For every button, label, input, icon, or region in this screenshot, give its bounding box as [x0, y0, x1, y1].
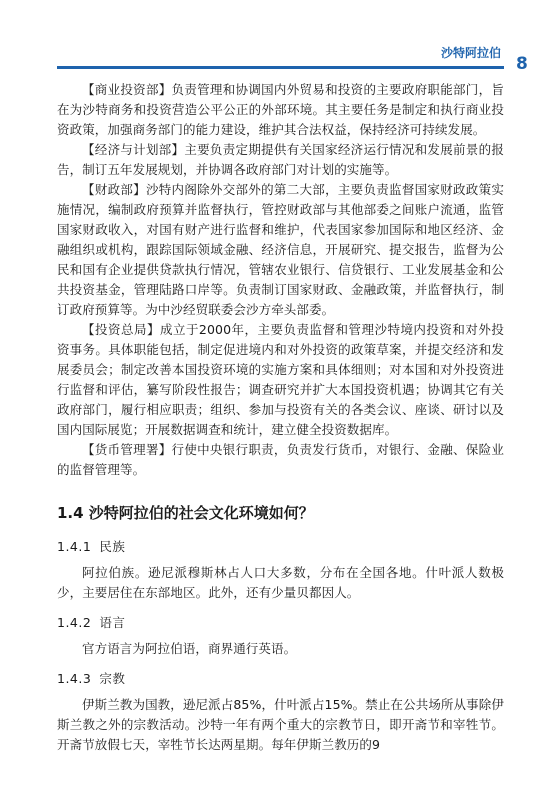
subsection-heading-language	[57, 613, 504, 631]
paragraph-monetary-agency: 【货币管理署】行使中央银行职责，负责发行货币，对银行、金融、保险业的监督管理等。	[57, 442, 504, 477]
page-number: 8	[516, 54, 528, 74]
subsection-number: 1.4.1	[57, 539, 92, 554]
subsection-title: 宗教	[99, 671, 126, 686]
subsection-title: 语言	[99, 615, 126, 630]
running-header-title: 沙特阿拉伯	[440, 46, 501, 60]
page-body	[57, 80, 504, 755]
subsection-title: 民族	[99, 539, 126, 554]
section-title: 1.4 沙特阿拉伯的社会文化环境如何？	[57, 504, 314, 522]
paragraph-investment-authority: 【投资总局】成立于2000年，主要负责监督和管理沙特境内投资和对外投资事务。具体职能包括，制定促进境内和对外投资的政策草案，并提交经济和发展委员会；制定改善本国投资环境的实施方案和具体细则；对本国和对外投资进行监督和评估，纂写阶段性报告；调查研究并扩大本国投资机遇；协调其它有关政府部门，履行相应职责；组织、参加与投资有关的各类会议、座谈、研讨以及国内国际展览；开展数据调查和统计，建立健全投资数据库。	[57, 322, 504, 437]
subsection-heading-religion	[57, 669, 504, 687]
paragraph-economy-ministry: 【经济与计划部】主要负责定期提供有关国家经济运行情况和发展前景的报告，制订五年发展规划，并协调各政府部门对计划的实施等。	[57, 142, 504, 177]
paragraph-language: 官方语言为阿拉伯语，商界通行英语。	[82, 641, 297, 656]
subsection-number: 1.4.2	[57, 615, 92, 630]
paragraph-commerce-ministry: 【商业投资部】负责管理和协调国内外贸易和投资的主要政府职能部门，旨在为沙特商务和投资营造公平公正的外部环境。其主要任务是制定和执行商业投资政策，加强商务部门的能力建设，维护其合法权益，保持经济可持续发展。	[57, 82, 504, 137]
subsection-heading-ethnicity	[57, 537, 504, 555]
paragraph-ethnicity: 阿拉伯族。逊尼派穆斯林占人口大多数，分布在全国各地。什叶派人数极少，主要居住在东部地区。此外，还有少量贝都因人。	[57, 565, 504, 600]
paragraph-religion: 伊斯兰教为国教，逊尼派占85%，什叶派占15%。禁止在公共场所从事除伊斯兰教之外的宗教活动。沙特一年有两个重大的宗教节日，即开斋节和宰牲节。开斋节放假七天，宰牲节长达两星期。每年伊斯兰教历的9	[57, 697, 504, 752]
header-rule	[57, 66, 504, 69]
subsection-number: 1.4.3	[57, 671, 92, 686]
paragraph-finance-ministry: 【财政部】沙特内阁除外交部外的第二大部，主要负责监督国家财政政策实施情况，编制政府预算并监督执行，管控财政部与其他部委之间账户流通，监管国家财政收入，对国有财产进行监督和维护，代表国家参加国际和地区经济、金融组织或机构，跟踪国际领域金融、经济信息，开展研究、提交报告，监督为公民和国有企业提供贷款执行情况，管辖农业银行、信贷银行、工业发展基金和公共投资基金，管理陆路口岸等。负责制订国家财政、金融政策，并监督执行，制订政府预算等。为中沙经贸联委会沙方牵头部委。	[57, 182, 504, 317]
